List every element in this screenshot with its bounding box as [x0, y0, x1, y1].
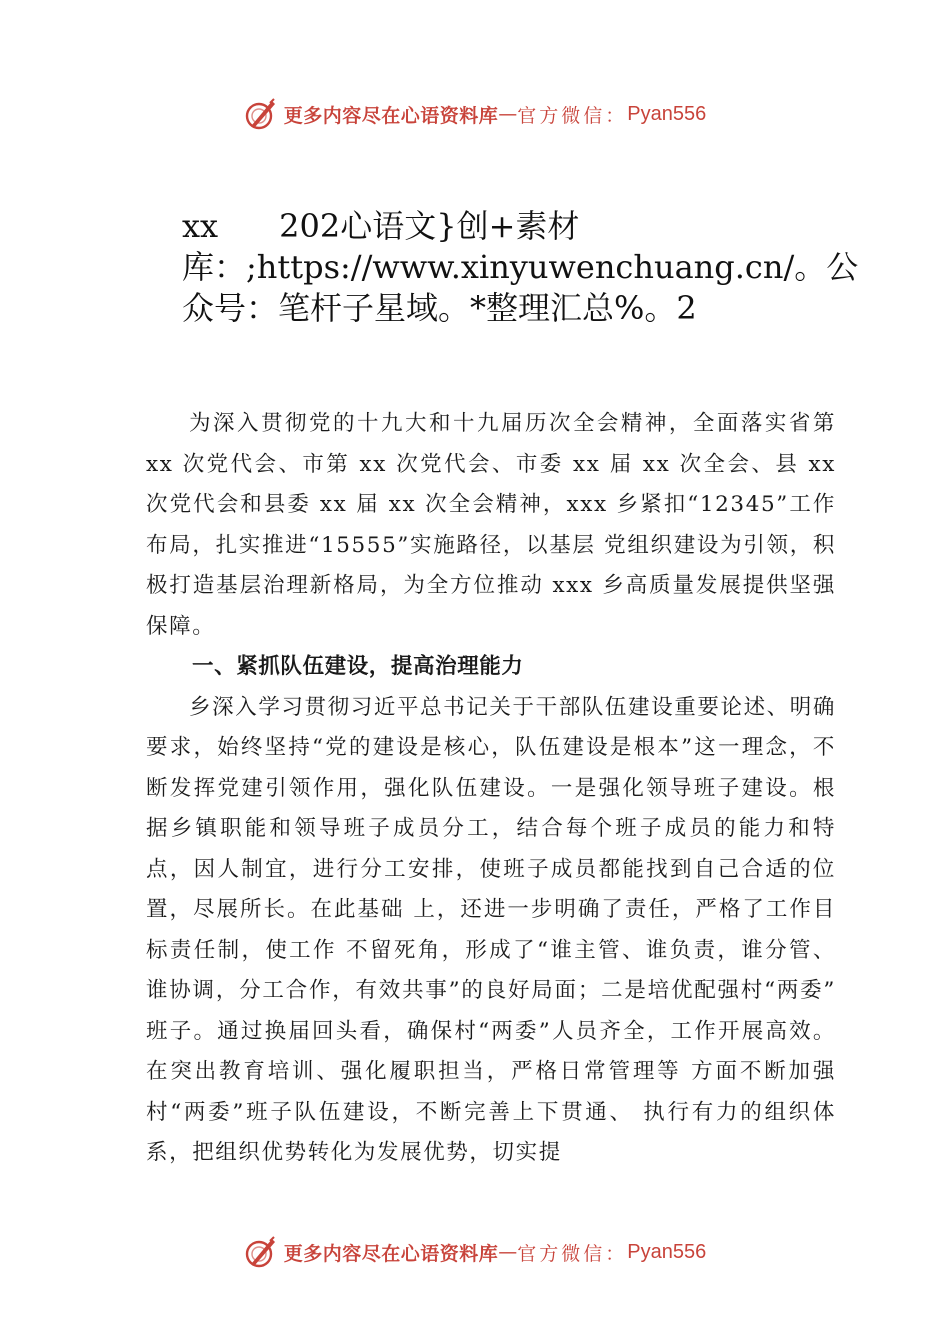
- paragraph-section-1: 乡深入学习贯彻习近平总书记关于干部队伍建设重要论述、明确要求，始终坚持“党的建设是核心，队伍建设是根本”这一理念，不断发挥党建引领作用，强化队伍建设。一是强化领导班子建设。根据乡镇职能和领导班子成员分工，结合每个班子成员的能力和特点，因人制宜，进行分工安排，使班子成员都能找到自己合适的位置，尽展所长。在此基础 上，还进一步明确了责任，严格了工作目标责任制，使工作 不留死角，形成了“谁主管、谁负责，谁分管、谁协调，分工合作，有效共事”的良好局面；二是培优配强村“两委” 班子。通过换届回头看，确保村“两委”人员齐全，工作开展高效。在突出教育培训、强化履职担当，严格日常管理等 方面不断加强村“两委”班子队伍建设，不断完善上下贯通、 执行有力的组织体系，把组织优势转化为发展优势，切实提: [146, 694, 836, 1165]
- title-line-rest: 库：;https://www.xinyuwenchuang.cn/。公众号：笔杆子星域。*整理汇总%。2: [182, 248, 859, 327]
- banner-wechat-label: 官方微信：: [517, 1242, 628, 1265]
- header-banner: [0, 94, 950, 134]
- title-line-1: xx 202心语文}创+素材: [182, 207, 580, 245]
- banner-wechat-id: Pyan556: [627, 102, 707, 125]
- header-banner-content: [244, 97, 707, 131]
- document-title: [182, 206, 862, 329]
- section-heading-1: 一、紧抓队伍建设，提高治理能力: [192, 654, 524, 679]
- banner-wechat-label: 官方微信：: [517, 104, 628, 127]
- banner-dash: —: [498, 103, 518, 125]
- footer-banner-content: [244, 1235, 707, 1269]
- quill-pen-logo-icon: [244, 1235, 278, 1269]
- banner-main-text: 更多内容尽在心语资料库: [283, 104, 499, 127]
- banner-main-text: 更多内容尽在心语资料库: [283, 1242, 499, 1265]
- footer-banner: [0, 1232, 950, 1272]
- paragraph-intro: 为深入贯彻党的十九大和十九届历次全会精神，全面落实省第 xx 次党代会、市第 xx 次党代会、市委 xx 届 xx 次全会、县 xx 次党代会和县委 xx 届 xx 次全会精神，xxx 乡紧扣“12345”工作布局，扎实推进“15555”实施路径，以基层 党组织建设为引领，积极打造基层治理新格局，为全方位推动 xxx 乡高质量发展提供坚强保障。: [146, 411, 836, 639]
- banner-wechat-id: Pyan556: [627, 1240, 707, 1263]
- quill-pen-logo-icon: [244, 97, 278, 131]
- document-body: [146, 404, 836, 1174]
- banner-dash: —: [498, 1241, 518, 1263]
